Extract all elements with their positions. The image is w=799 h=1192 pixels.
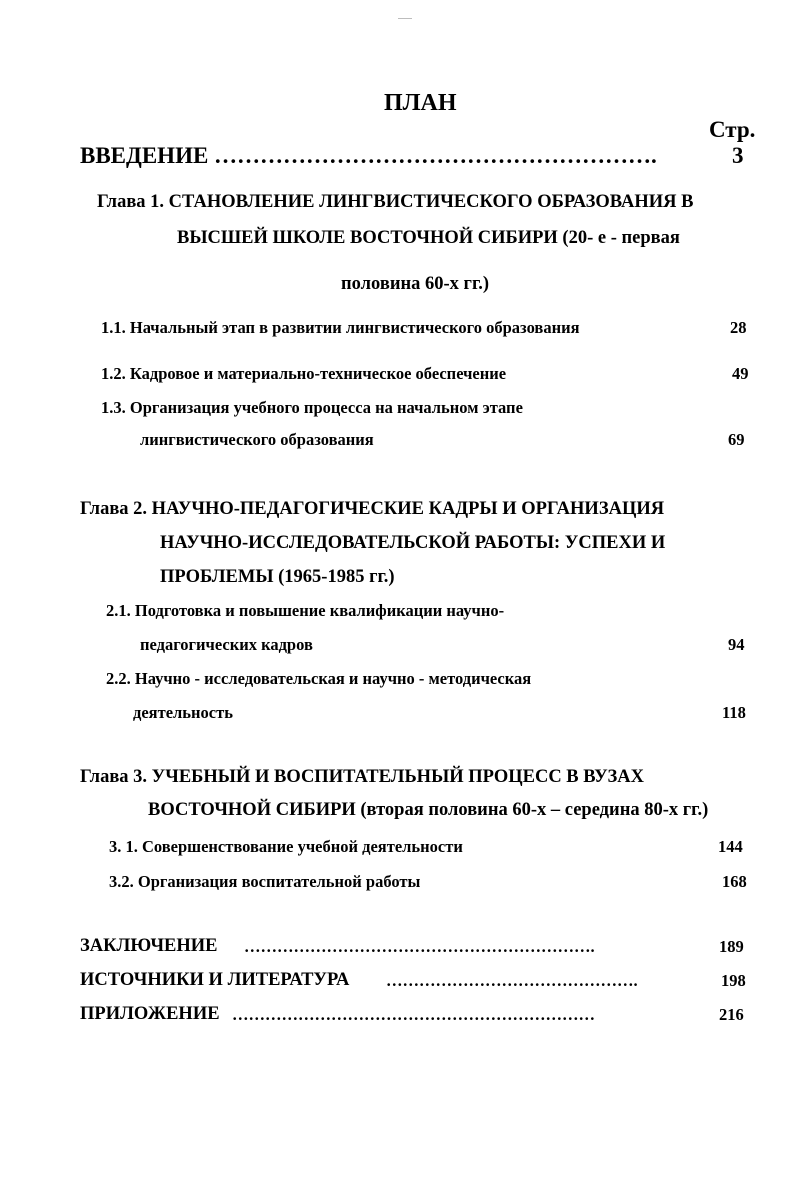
section-2-2-title-line-2: деятельность [133,703,233,722]
section-2-1-title-line-1: 2.1. Подготовка и повышение квалификации научно- [106,601,505,620]
section-1-3-title-line-1: 1.3. Организация учебного процесса на начальном этапе [101,398,523,417]
chapter-1-title-line-3: половина 60-х гг.) [341,274,490,294]
section-2-2-page: 118 [722,703,746,722]
chapter-2-title-line-3: ПРОБЛЕМЫ (1965-1985 гг.) [160,567,395,587]
toc-appendix-page: 216 [719,1005,744,1024]
toc-appendix-label: ПРИЛОЖЕНИЕ [80,1004,220,1024]
toc-sources-dots: ………………………………………. [386,971,638,990]
toc-appendix-dots: ………………………………………………………… [232,1005,595,1024]
toc-conclusion-dots: ………………………………………………………. [244,937,595,956]
section-3-1-page: 144 [718,837,743,856]
section-1-2-title: 1.2. Кадровое и материально-техническое обеспечение [101,364,507,383]
chapter-3-title-line-1: Глава 3. УЧЕБНЫЙ И ВОСПИТАТЕЛЬНЫЙ ПРОЦЕСС В ВУЗАХ [80,767,644,787]
toc-intro-label: ВВЕДЕНИЕ [80,143,209,168]
chapter-1-title-line-1: Глава 1. СТАНОВЛЕНИЕ ЛИНГВИСТИЧЕСКОГО ОБРАЗОВАНИЯ В [97,192,694,212]
section-3-2-page: 168 [722,872,747,891]
section-2-2-title-line-1: 2.2. Научно - исследовательская и научно - методическая [106,669,532,688]
toc-conclusion-page: 189 [719,937,744,956]
section-2-1-title-line-2: педагогических кадров [140,635,313,654]
page-column-label: Стр. [709,117,756,142]
page-heading: ПЛАН [384,90,457,116]
toc-sources-page: 198 [721,971,746,990]
chapter-2-title-line-1: Глава 2. НАУЧНО-ПЕДАГОГИЧЕСКИЕ КАДРЫ И ОРГАНИЗАЦИЯ [80,499,665,519]
section-1-2-page: 49 [732,364,749,383]
section-3-1-title: 3. 1. Совершенствование учебной деятельности [109,837,463,856]
section-1-1-title: 1.1. Начальный этап в развитии лингвистического образования [101,318,580,337]
section-2-1-page: 94 [728,635,745,654]
section-1-3-title-line-2: лингвистического образования [140,430,374,449]
section-1-1-page: 28 [730,318,747,337]
toc-sources-label: ИСТОЧНИКИ И ЛИТЕРАТУРА [80,970,350,990]
chapter-2-title-line-2: НАУЧНО-ИССЛЕДОВАТЕЛЬСКОЙ РАБОТЫ: УСПЕХИ И [160,533,666,553]
top-dash [398,18,412,19]
toc-conclusion-label: ЗАКЛЮЧЕНИЕ [80,936,218,956]
chapter-3-title-line-2: ВОСТОЧНОЙ СИБИРИ (вторая половина 60-х – середина 80-х гг.) [148,800,709,820]
section-1-3-page: 69 [728,430,745,449]
toc-intro-dots: …………………………………………………. [214,143,657,168]
toc-intro-page: 3 [732,143,744,168]
chapter-1-title-line-2: ВЫСШЕЙ ШКОЛЕ ВОСТОЧНОЙ СИБИРИ (20- е - первая [177,228,680,248]
section-3-2-title: 3.2. Организация воспитательной работы [109,872,421,891]
